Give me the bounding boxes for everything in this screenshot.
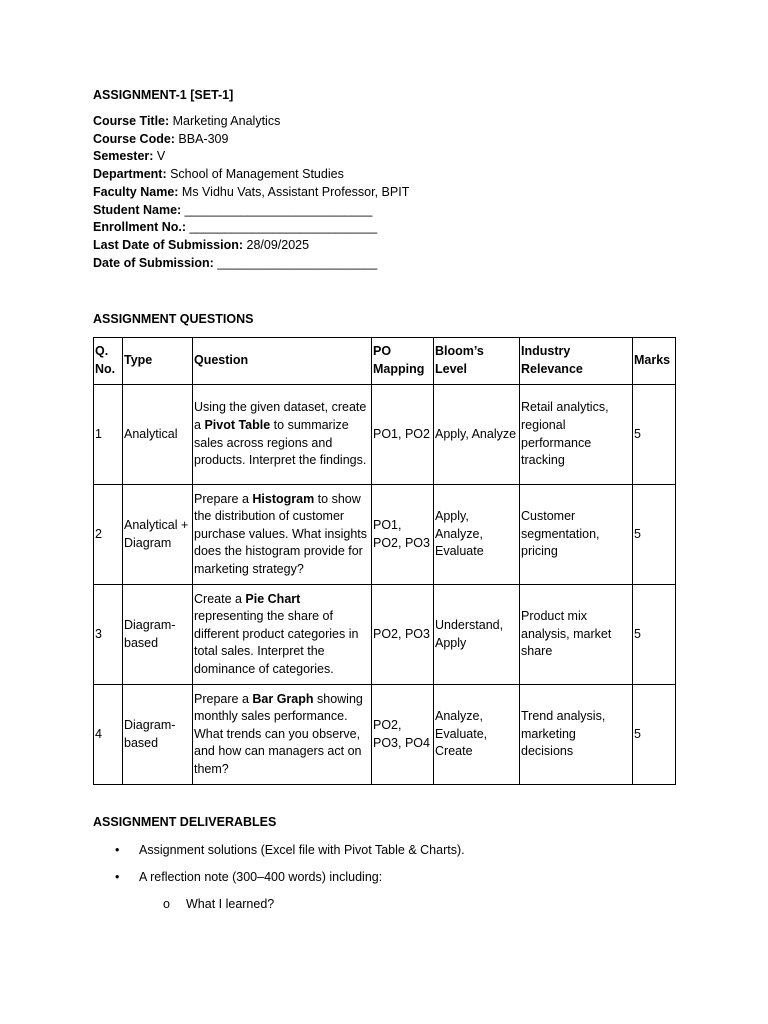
course-title-row bbox=[93, 113, 693, 131]
meta-value: V bbox=[153, 149, 166, 164]
cell-industry-relevance: Customer segmentation, pricing bbox=[520, 485, 633, 585]
question-text: showing monthly sales performance. What trends can you observe, and how can managers act on them? bbox=[194, 691, 363, 776]
question-keyword: Bar Graph bbox=[252, 691, 314, 706]
cell-q-no: 1 bbox=[94, 385, 123, 485]
faculty-name-row bbox=[93, 184, 693, 202]
cell-type: Diagram-based bbox=[123, 685, 193, 785]
sub-list-item bbox=[93, 896, 693, 913]
questions-heading: ASSIGNMENT QUESTIONS bbox=[93, 312, 254, 326]
meta-value: Ms Vidhu Vats, Assistant Professor, BPIT bbox=[178, 184, 410, 199]
table-row bbox=[94, 485, 676, 585]
department-row bbox=[93, 166, 693, 184]
meta-value: _______________________ bbox=[213, 255, 378, 270]
header-po-mapping: PO Mapping bbox=[372, 338, 434, 385]
cell-question bbox=[193, 685, 372, 785]
meta-value: School of Management Studies bbox=[166, 167, 344, 182]
course-details bbox=[93, 113, 693, 272]
header-type: Type bbox=[123, 338, 193, 385]
cell-marks: 5 bbox=[633, 685, 676, 785]
cell-blooms-level: Understand, Apply bbox=[434, 585, 520, 685]
header-marks: Marks bbox=[633, 338, 676, 385]
last-date-row bbox=[93, 237, 693, 255]
meta-label: Student Name: bbox=[93, 202, 182, 217]
meta-label: Semester: bbox=[93, 149, 154, 164]
assignment-title: ASSIGNMENT-1 [SET-1] bbox=[93, 88, 234, 102]
question-text: representing the share of different product categories in total sales. Interpret the dominance of categories. bbox=[194, 609, 359, 676]
cell-po-mapping: PO1, PO2, PO3 bbox=[372, 485, 434, 585]
cell-blooms-level: Analyze, Evaluate, Create bbox=[434, 685, 520, 785]
question-text: Create a bbox=[194, 591, 246, 606]
bullet-icon: • bbox=[115, 870, 120, 884]
cell-po-mapping: PO1, PO2 bbox=[372, 385, 434, 485]
cell-marks: 5 bbox=[633, 485, 676, 585]
cell-type: Diagram-based bbox=[123, 585, 193, 685]
deliverables-heading: ASSIGNMENT DELIVERABLES bbox=[93, 815, 277, 829]
meta-label: Course Code: bbox=[93, 131, 175, 146]
table-row bbox=[94, 385, 676, 485]
cell-q-no: 2 bbox=[94, 485, 123, 585]
cell-type: Analytical + Diagram bbox=[123, 485, 193, 585]
cell-blooms-level: Apply, Analyze bbox=[434, 385, 520, 485]
meta-value: ___________________________ bbox=[181, 202, 373, 217]
meta-label: Enrollment No.: bbox=[93, 220, 187, 235]
cell-industry-relevance: Trend analysis, marketing decisions bbox=[520, 685, 633, 785]
cell-type: Analytical bbox=[123, 385, 193, 485]
cell-marks: 5 bbox=[633, 585, 676, 685]
list-item-text: Assignment solutions (Excel file with Pivot Table & Charts). bbox=[139, 843, 465, 857]
question-keyword: Pivot Table bbox=[204, 417, 271, 432]
semester-row bbox=[93, 148, 693, 166]
question-text: Prepare a bbox=[194, 691, 253, 706]
meta-value: ___________________________ bbox=[186, 220, 378, 235]
table-row bbox=[94, 585, 676, 685]
submission-date-row bbox=[93, 255, 693, 273]
document-page bbox=[93, 88, 693, 911]
question-keyword: Histogram bbox=[252, 491, 315, 506]
cell-marks: 5 bbox=[633, 385, 676, 485]
cell-po-mapping: PO2, PO3 bbox=[372, 585, 434, 685]
question-text: Prepare a bbox=[194, 491, 253, 506]
course-code-row bbox=[93, 131, 693, 149]
cell-industry-relevance: Product mix analysis, market share bbox=[520, 585, 633, 685]
question-keyword: Pie Chart bbox=[245, 591, 301, 606]
questions-table bbox=[93, 337, 676, 785]
list-item-text: A reflection note (300–400 words) including: bbox=[139, 870, 383, 884]
meta-value: 28/09/2025 bbox=[243, 237, 310, 252]
cell-question bbox=[193, 485, 372, 585]
meta-label: Course Title: bbox=[93, 114, 170, 128]
header-industry-relevance: Industry Relevance bbox=[520, 338, 633, 385]
meta-label: Date of Submission: bbox=[93, 255, 214, 270]
meta-label: Faculty Name: bbox=[93, 184, 179, 199]
list-item bbox=[93, 869, 693, 896]
cell-industry-relevance: Retail analytics, regional performance tracking bbox=[520, 385, 633, 485]
meta-label: Last Date of Submission: bbox=[93, 237, 244, 252]
cell-question bbox=[193, 385, 372, 485]
cell-po-mapping: PO2, PO3, PO4 bbox=[372, 685, 434, 785]
cell-q-no: 4 bbox=[94, 685, 123, 785]
enrollment-no-row bbox=[93, 219, 693, 237]
sub-bullet-icon: o bbox=[163, 897, 170, 911]
bullet-icon: • bbox=[115, 843, 120, 857]
meta-value: Marketing Analytics bbox=[169, 114, 281, 128]
cell-q-no: 3 bbox=[94, 585, 123, 685]
meta-label: Department: bbox=[93, 167, 167, 182]
meta-value: BBA-309 bbox=[174, 131, 229, 146]
header-question: Question bbox=[193, 338, 372, 385]
header-q-no: Q. No. bbox=[94, 338, 123, 385]
list-item bbox=[93, 842, 693, 869]
table-header-row bbox=[94, 338, 676, 385]
cell-question bbox=[193, 585, 372, 685]
question-text: Using the given dataset, create a bbox=[194, 400, 367, 432]
question-text: to summarize sales across regions and products. Interpret the findings. bbox=[194, 417, 367, 468]
header-blooms-level: Bloom’s Level bbox=[434, 338, 520, 385]
cell-blooms-level: Apply, Analyze, Evaluate bbox=[434, 485, 520, 585]
student-name-row bbox=[93, 202, 693, 220]
deliverables-list bbox=[93, 842, 693, 913]
table-row bbox=[94, 685, 676, 785]
list-item-text: What I learned? bbox=[186, 897, 275, 911]
question-text: to show the distribution of customer purchase values. What insights does the histogram provide for marketing strategy? bbox=[194, 491, 368, 576]
